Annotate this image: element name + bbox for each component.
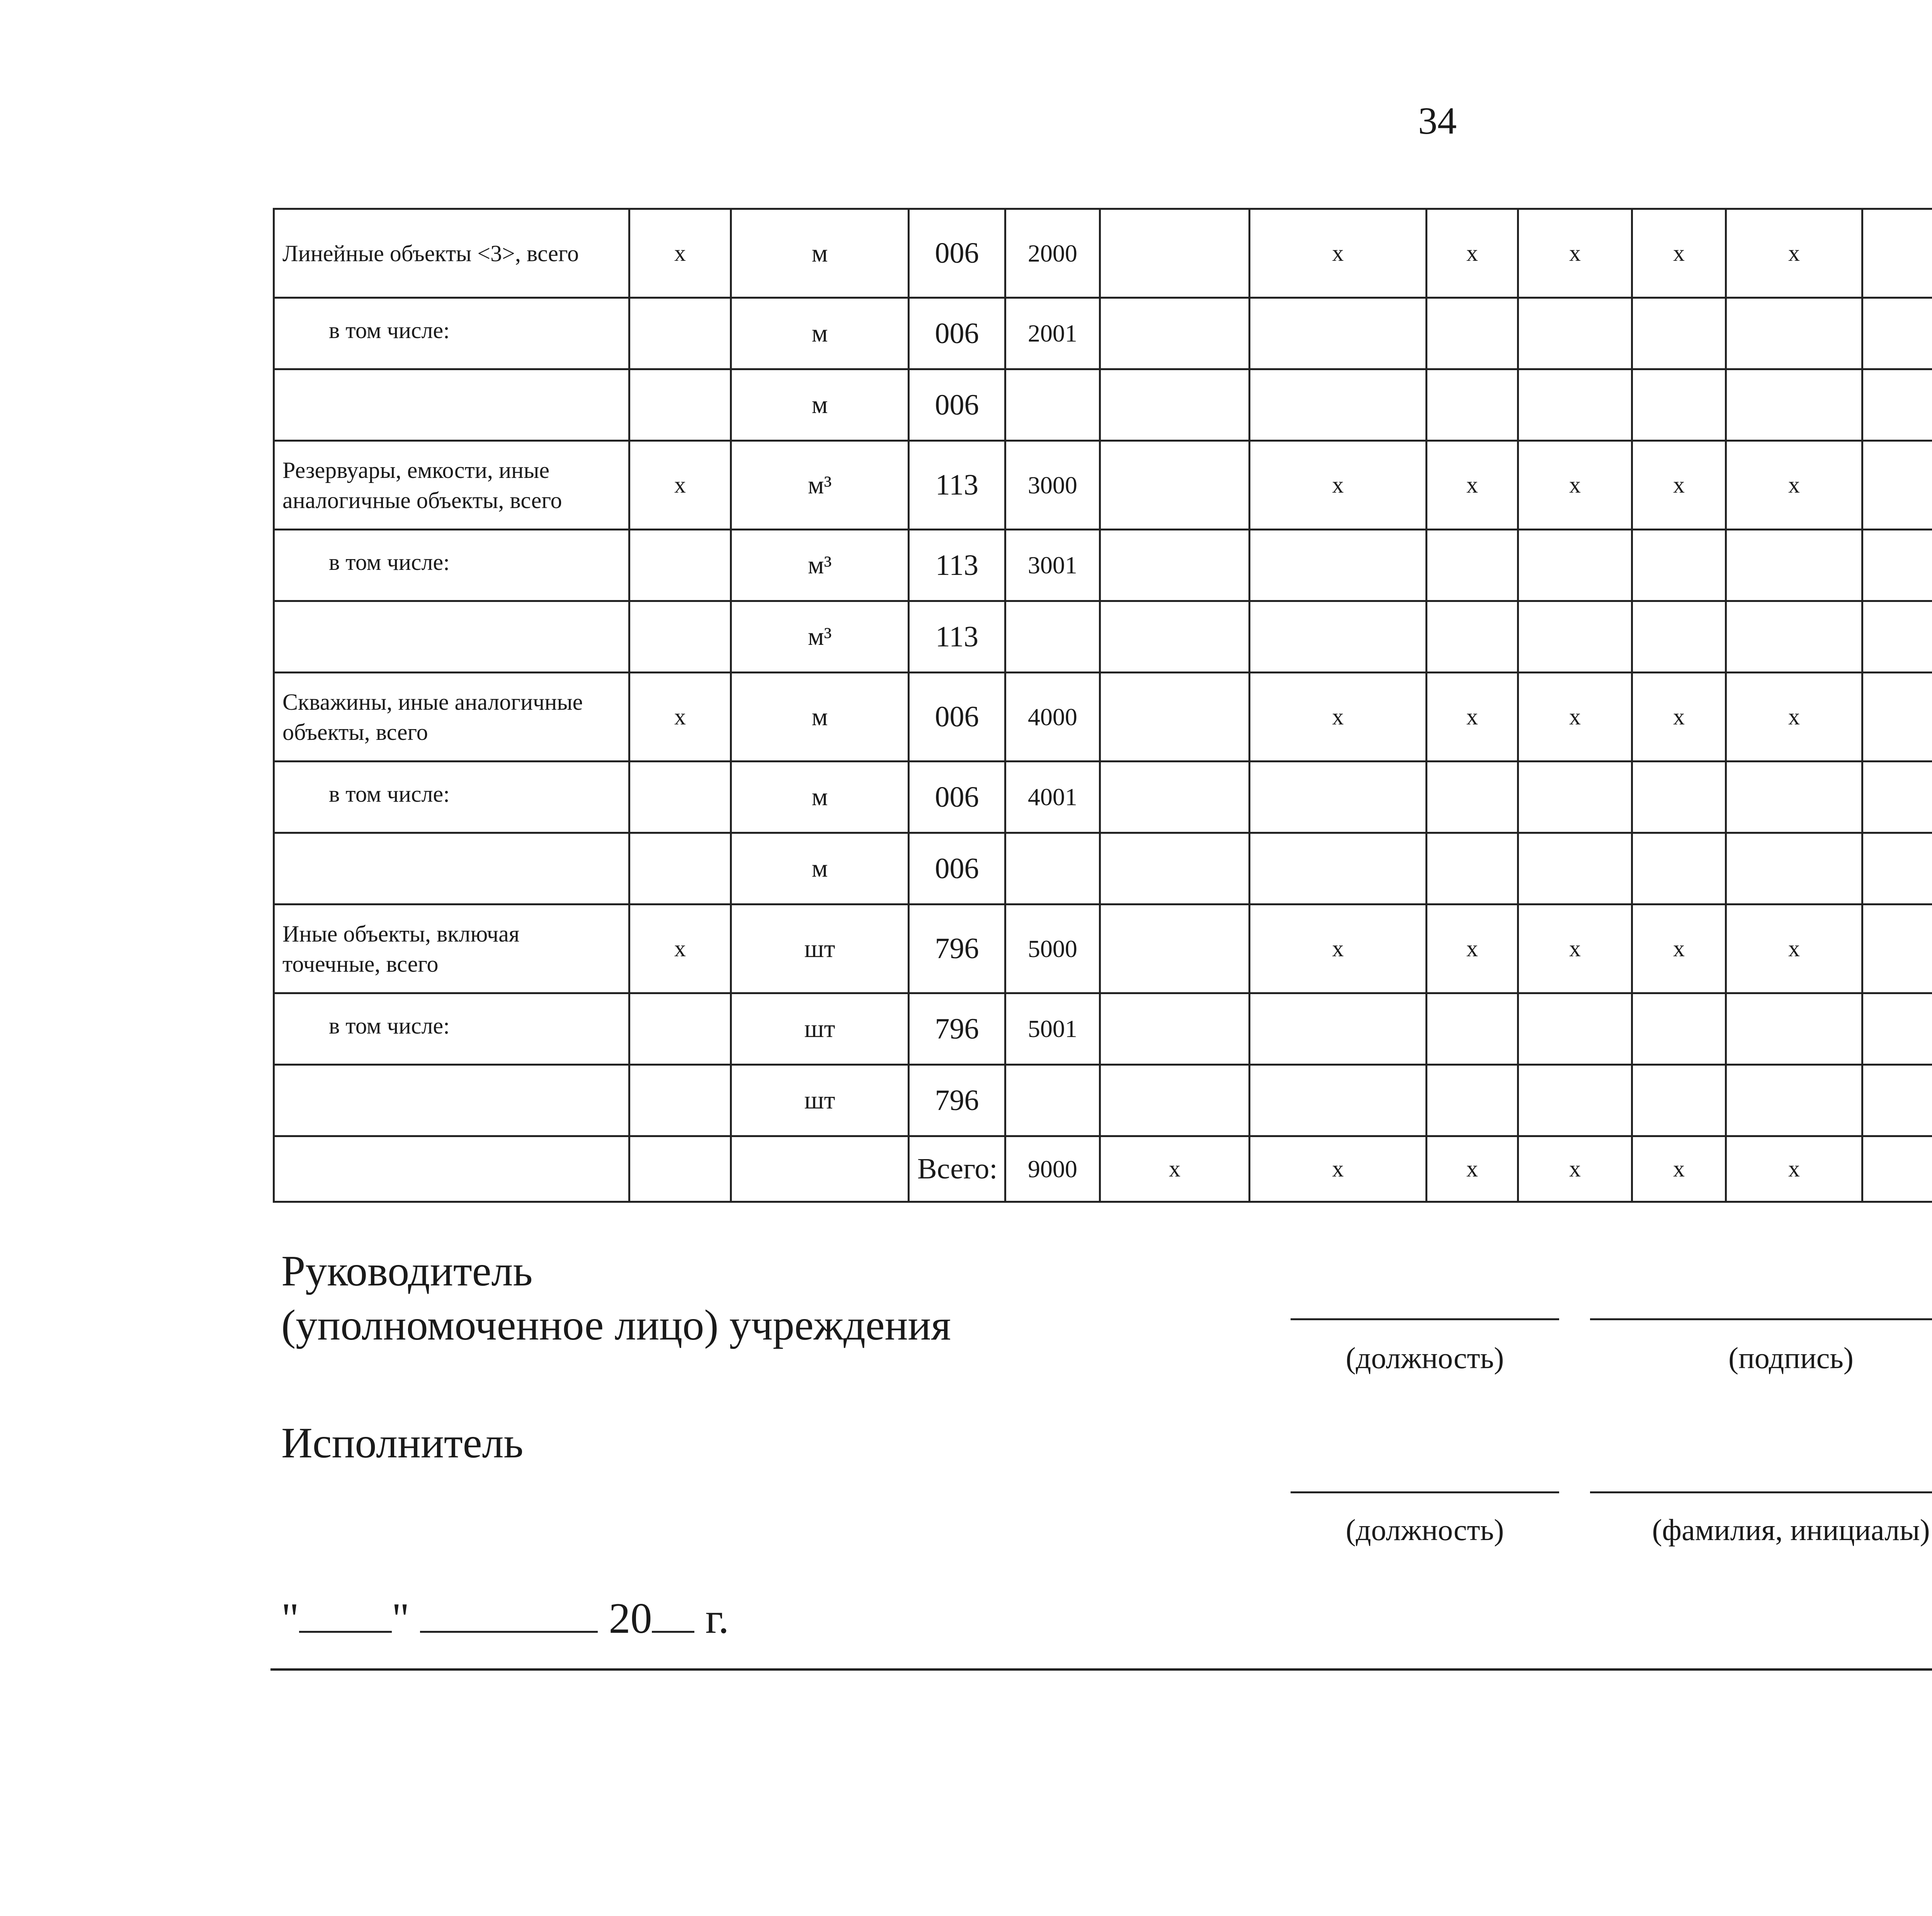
table-cell <box>1250 369 1427 441</box>
okei-code-cell: Всего: <box>909 1136 1005 1202</box>
table-row <box>274 993 1932 1065</box>
table-cell <box>1862 993 1932 1065</box>
date-year-suffix: г. <box>705 1595 729 1642</box>
unit-cell: м <box>731 369 909 441</box>
date-line <box>281 1594 729 1644</box>
executor-name-line[interactable] <box>1590 1491 1932 1493</box>
executor-label: Исполнитель <box>281 1419 524 1467</box>
executor-position-caption: (должность) <box>1345 1513 1504 1547</box>
table-cell: x <box>1726 673 1862 762</box>
table-cell <box>1632 298 1726 369</box>
table-cell <box>1726 298 1862 369</box>
row-name-cell <box>274 1065 629 1136</box>
row-name-cell: Резервуары, емкости, иные аналогичные объекты, всего <box>274 441 629 530</box>
table-row <box>274 298 1932 369</box>
executor-position-line[interactable] <box>1291 1491 1559 1493</box>
table-row <box>274 1136 1932 1202</box>
table-cell <box>1726 530 1862 601</box>
unit-cell: м <box>731 762 909 833</box>
table-cell: x <box>1518 904 1632 993</box>
row-code-cell: 3001 <box>1005 530 1100 601</box>
table-cell <box>1862 1065 1932 1136</box>
table-cell <box>629 762 731 833</box>
table-cell <box>1100 904 1250 993</box>
table-cell <box>1427 993 1518 1065</box>
table-cell <box>1862 833 1932 904</box>
table-cell: x <box>1518 1136 1632 1202</box>
head-label-line2: (уполномоченное лицо) учреждения <box>281 1301 951 1349</box>
table-row <box>274 762 1932 833</box>
unit-cell: м <box>731 673 909 762</box>
table-cell: x <box>629 673 731 762</box>
row-code-cell: 9000 <box>1005 1136 1100 1202</box>
row-code-cell: 4001 <box>1005 762 1100 833</box>
table-cell: x <box>1250 1136 1427 1202</box>
table-cell <box>1518 993 1632 1065</box>
date-day-blank[interactable] <box>299 1596 392 1633</box>
table-cell <box>1518 530 1632 601</box>
table-cell <box>1100 298 1250 369</box>
okei-code-cell: 006 <box>909 833 1005 904</box>
table-cell <box>1632 1065 1726 1136</box>
table-cell <box>1632 601 1726 673</box>
table-cell <box>1100 762 1250 833</box>
page-number: 34 <box>1418 99 1457 142</box>
table-row <box>274 530 1932 601</box>
unit-cell: шт <box>731 993 909 1065</box>
table-cell <box>1632 762 1726 833</box>
table-cell: x <box>1427 209 1518 298</box>
table-cell: x <box>629 904 731 993</box>
table-cell <box>1250 601 1427 673</box>
table-cell: x <box>1726 209 1862 298</box>
table-cell: x <box>1726 441 1862 530</box>
table-cell <box>1518 1065 1632 1136</box>
table-cell: x <box>1250 441 1427 530</box>
table-cell <box>1862 441 1932 530</box>
table-cell <box>1250 298 1427 369</box>
table-cell <box>1100 441 1250 530</box>
okei-code-cell: 113 <box>909 601 1005 673</box>
row-name-cell <box>274 833 629 904</box>
table-cell <box>1100 369 1250 441</box>
row-name-cell: Линейные объекты <3>, всего <box>274 209 629 298</box>
table-cell: x <box>1250 209 1427 298</box>
okei-code-cell: 113 <box>909 441 1005 530</box>
okei-code-cell: 006 <box>909 369 1005 441</box>
row-name-cell: Иные объекты, включая точечные, всего <box>274 904 629 993</box>
table-cell <box>1518 298 1632 369</box>
table-cell: x <box>1518 209 1632 298</box>
table-cell <box>629 530 731 601</box>
table-cell <box>1518 369 1632 441</box>
table-cell <box>629 298 731 369</box>
executor-name-caption: (фамилия, инициалы) <box>1652 1513 1930 1547</box>
table-cell <box>1427 762 1518 833</box>
unit-cell: м³ <box>731 530 909 601</box>
table-cell: x <box>1632 904 1726 993</box>
unit-cell: м <box>731 298 909 369</box>
table-cell <box>1100 993 1250 1065</box>
table-cell: x <box>1726 1136 1862 1202</box>
unit-cell: м <box>731 209 909 298</box>
table-cell <box>1726 1065 1862 1136</box>
unit-cell: шт <box>731 1065 909 1136</box>
row-code-cell <box>1005 833 1100 904</box>
table-cell: x <box>1632 673 1726 762</box>
date-close-quote: " <box>391 1595 410 1642</box>
row-code-cell: 3000 <box>1005 441 1100 530</box>
table-cell: x <box>1100 1136 1250 1202</box>
table-cell <box>1726 993 1862 1065</box>
table-cell: x <box>1632 441 1726 530</box>
table-cell <box>1726 601 1862 673</box>
table-cell <box>1100 209 1250 298</box>
table-cell <box>1250 530 1427 601</box>
data-table <box>273 208 1932 1203</box>
table-cell: x <box>1632 209 1726 298</box>
date-year-prefix: 20 <box>609 1595 652 1642</box>
table-cell <box>1862 209 1932 298</box>
table-cell <box>1632 993 1726 1065</box>
table-cell <box>1100 833 1250 904</box>
table-cell <box>629 993 731 1065</box>
unit-cell: шт <box>731 904 909 993</box>
table-cell <box>1862 601 1932 673</box>
table-cell <box>1250 1065 1427 1136</box>
table-cell: x <box>1427 1136 1518 1202</box>
row-name-cell: Скважины, иные аналогичные объекты, всего <box>274 673 629 762</box>
table-row <box>274 209 1932 298</box>
table-row <box>274 904 1932 993</box>
unit-cell: м <box>731 833 909 904</box>
okei-code-cell: 006 <box>909 762 1005 833</box>
head-signature-caption: (подпись) <box>1728 1341 1854 1375</box>
row-name-cell <box>274 369 629 441</box>
row-name-cell: в том числе: <box>274 993 629 1065</box>
table-row <box>274 833 1932 904</box>
table-cell <box>1427 1065 1518 1136</box>
table-cell <box>1100 530 1250 601</box>
table-cell <box>1100 1065 1250 1136</box>
row-name-cell: в том числе: <box>274 762 629 833</box>
row-code-cell <box>1005 369 1100 441</box>
table-cell: x <box>1518 441 1632 530</box>
row-code-cell: 5000 <box>1005 904 1100 993</box>
table-cell <box>1518 833 1632 904</box>
row-code-cell <box>1005 1065 1100 1136</box>
table-cell <box>1862 762 1932 833</box>
table-cell: x <box>629 209 731 298</box>
okei-code-cell: 796 <box>909 1065 1005 1136</box>
okei-code-cell: 113 <box>909 530 1005 601</box>
row-code-cell: 5001 <box>1005 993 1100 1065</box>
table-cell <box>1726 833 1862 904</box>
row-name-cell <box>274 601 629 673</box>
table-cell <box>1862 530 1932 601</box>
head-position-line[interactable] <box>1291 1318 1559 1320</box>
head-label-line1: Руководитель <box>281 1247 533 1295</box>
table-cell <box>1100 673 1250 762</box>
okei-code-cell: 006 <box>909 673 1005 762</box>
table-cell <box>1427 298 1518 369</box>
table-cell: x <box>1632 1136 1726 1202</box>
okei-code-cell: 796 <box>909 993 1005 1065</box>
table-cell: x <box>1250 673 1427 762</box>
date-open-quote: " <box>281 1595 299 1642</box>
okei-code-cell: 796 <box>909 904 1005 993</box>
table-cell <box>1250 833 1427 904</box>
head-signature-line[interactable] <box>1590 1318 1932 1320</box>
table-cell <box>1862 904 1932 993</box>
table-cell <box>629 369 731 441</box>
table-cell: x <box>629 441 731 530</box>
row-name-cell: в том числе: <box>274 530 629 601</box>
table-row <box>274 673 1932 762</box>
table-cell: x <box>1250 904 1427 993</box>
row-code-cell: 4000 <box>1005 673 1100 762</box>
table-cell <box>1632 369 1726 441</box>
table-cell <box>1726 762 1862 833</box>
table-row <box>274 601 1932 673</box>
table-cell <box>1427 833 1518 904</box>
table-cell <box>629 601 731 673</box>
date-month-blank[interactable] <box>420 1596 598 1633</box>
table-cell <box>1100 601 1250 673</box>
table-cell <box>1427 601 1518 673</box>
row-name-cell: в том числе: <box>274 298 629 369</box>
okei-code-cell: 006 <box>909 298 1005 369</box>
table-cell <box>1250 993 1427 1065</box>
table-cell <box>1862 298 1932 369</box>
table-cell <box>1632 833 1726 904</box>
head-position-caption: (должность) <box>1345 1341 1504 1375</box>
unit-cell <box>731 1136 909 1202</box>
table-cell <box>1862 369 1932 441</box>
table-cell <box>629 833 731 904</box>
table-cell <box>1862 1136 1932 1202</box>
table-cell: x <box>1427 441 1518 530</box>
row-code-cell <box>1005 601 1100 673</box>
table-cell: x <box>1726 904 1862 993</box>
table-cell <box>1632 530 1726 601</box>
table-cell <box>1427 369 1518 441</box>
table-cell <box>1250 762 1427 833</box>
table-cell <box>1427 530 1518 601</box>
table-cell <box>629 1065 731 1136</box>
table-row <box>274 441 1932 530</box>
unit-cell: м³ <box>731 601 909 673</box>
table-cell <box>1862 673 1932 762</box>
date-year-blank[interactable] <box>652 1596 694 1633</box>
row-code-cell: 2001 <box>1005 298 1100 369</box>
table-cell: x <box>1427 904 1518 993</box>
unit-cell: м³ <box>731 441 909 530</box>
table-row <box>274 369 1932 441</box>
table-cell <box>629 1136 731 1202</box>
row-code-cell: 2000 <box>1005 209 1100 298</box>
table-row <box>274 1065 1932 1136</box>
table-cell: x <box>1518 673 1632 762</box>
table-cell: x <box>1427 673 1518 762</box>
table-cell <box>1518 762 1632 833</box>
row-name-cell <box>274 1136 629 1202</box>
table-cell <box>1726 369 1862 441</box>
table-cell <box>1518 601 1632 673</box>
okei-code-cell: 006 <box>909 209 1005 298</box>
bottom-rule <box>270 1668 1932 1671</box>
